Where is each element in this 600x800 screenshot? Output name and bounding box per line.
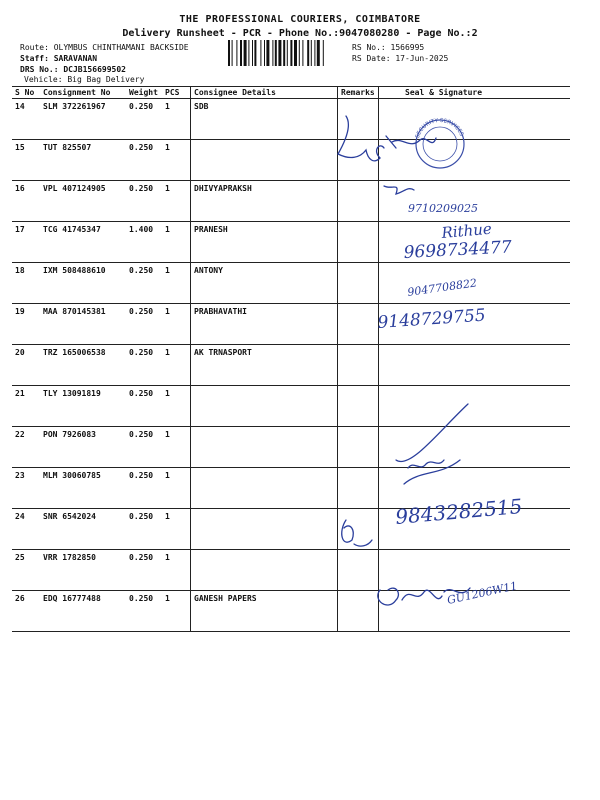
- cell-weight: 0.250: [126, 509, 162, 550]
- cell-weight: 0.250: [126, 386, 162, 427]
- stamp-text: SECURITY SERVICES: [414, 117, 465, 140]
- cell-pcs: 1: [162, 386, 191, 427]
- route-text: Route: OLYMBUS CHINTHAMANI BACKSIDE: [20, 43, 189, 52]
- cell-remarks: [338, 140, 379, 181]
- cell-pcs: 1: [162, 181, 191, 222]
- cell-sno: 26: [12, 591, 40, 632]
- cell-consignment: TLY 13091819: [40, 386, 126, 427]
- drs-number: DRS No.: DCJB156699502: [20, 65, 126, 74]
- cell-pcs: 1: [162, 304, 191, 345]
- handwritten-phone-5: 9843282515: [394, 493, 524, 529]
- cell-pcs: 1: [162, 345, 191, 386]
- cell-consignment: TUT 825507: [40, 140, 126, 181]
- cell-pcs: 1: [162, 140, 191, 181]
- table-row: [12, 591, 570, 632]
- cell-pcs: 1: [162, 99, 191, 140]
- cell-signature: [379, 140, 571, 181]
- runsheet-title: THE PROFESSIONAL COURIERS, COIMBATORE: [179, 14, 421, 25]
- cell-pcs: 1: [162, 427, 191, 468]
- cell-consignment: SLM 372261967: [40, 99, 126, 140]
- table-row: [12, 550, 570, 591]
- cell-consignment: VRR 1782850: [40, 550, 126, 591]
- cell-remarks: [338, 550, 379, 591]
- cell-signature: [379, 219, 571, 263]
- cell-consignee: [191, 427, 338, 468]
- cell-sno: 23: [12, 468, 40, 509]
- cell-consignment: IXM 508488610: [40, 263, 126, 304]
- cell-signature: [379, 181, 571, 222]
- cell-weight: 0.250: [126, 304, 162, 345]
- cell-consignee: PRANESH: [191, 222, 338, 263]
- cell-pcs: 1: [162, 591, 191, 632]
- handwritten-phone-3: 9047708822: [406, 276, 478, 299]
- table-row: [12, 222, 570, 263]
- cell-remarks: [338, 345, 379, 386]
- cell-remarks: [338, 427, 379, 468]
- cell-weight: 0.250: [126, 181, 162, 222]
- cell-signature: [379, 591, 571, 632]
- cell-signature: [379, 99, 571, 140]
- cell-remarks: [338, 468, 379, 509]
- runsheet-subtitle: Delivery Runsheet - PCR - Phone No.:9047080280 - Page No.:2: [122, 28, 478, 39]
- cell-pcs: 1: [162, 222, 191, 263]
- cell-consignment: PON 7926083: [40, 427, 126, 468]
- table-row: [12, 386, 570, 427]
- col-header-remarks: Remarks: [338, 87, 379, 99]
- cell-sno: 14: [12, 99, 40, 140]
- table-row: [12, 468, 570, 509]
- cell-consignee: GANESH PAPERS: [191, 591, 338, 632]
- handwritten-phone-2: 9698734477: [403, 237, 513, 263]
- col-header-signature: Seal & Signature: [379, 87, 571, 99]
- cell-remarks: [338, 304, 379, 345]
- cell-signature: [379, 386, 571, 427]
- cell-signature: [376, 304, 571, 345]
- cell-weight: 0.250: [126, 550, 162, 591]
- cell-consignment: MLM 30060785: [40, 468, 126, 509]
- col-header-consignee: Consignee Details: [191, 87, 338, 99]
- table-header-row: [12, 87, 570, 99]
- cell-consignee: [191, 468, 338, 509]
- table-row: [12, 345, 570, 386]
- cell-consignment: TCG 41745347: [40, 222, 126, 263]
- cell-signature: [379, 468, 571, 509]
- cell-remarks: [338, 99, 379, 140]
- col-header-pcs: PCS: [162, 87, 191, 99]
- cell-signature: [379, 263, 571, 304]
- cell-weight: 0.250: [126, 140, 162, 181]
- cell-sno: 19: [12, 304, 40, 345]
- rs-number: RS No.: 1566995: [352, 43, 425, 52]
- cell-remarks: [338, 591, 379, 632]
- rs-date: RS Date: 17-Jun-2025: [352, 54, 449, 63]
- handwritten-name-1: Rithue: [440, 219, 493, 242]
- cell-consignee: DHIVYAPRAKSH: [191, 181, 338, 222]
- cell-weight: 0.250: [126, 263, 162, 304]
- cell-weight: 0.250: [126, 591, 162, 632]
- table-row: [12, 304, 570, 345]
- table-row: [12, 181, 570, 222]
- col-header-weight: Weight: [126, 87, 162, 99]
- cell-sno: 21: [12, 386, 40, 427]
- handwritten-date-scrawl: GU1206W11: [445, 579, 519, 607]
- cell-sno: 22: [12, 427, 40, 468]
- staff-text: Staff: SARAVANAN: [20, 54, 98, 63]
- cell-pcs: 1: [162, 550, 191, 591]
- cell-remarks: [338, 181, 379, 222]
- table-row: [12, 140, 570, 181]
- table-row: [12, 263, 570, 304]
- barcode-image: [228, 40, 344, 66]
- cell-signature: [379, 345, 571, 386]
- cell-remarks: [338, 263, 379, 304]
- cell-weight: 0.250: [126, 99, 162, 140]
- cell-sno: 25: [12, 550, 40, 591]
- col-header-sno: S No: [12, 87, 40, 99]
- cell-consignment: SNR 6542024: [40, 509, 126, 550]
- cell-weight: 0.250: [126, 345, 162, 386]
- cell-sno: 17: [12, 222, 40, 263]
- cell-signature: [379, 550, 571, 591]
- cell-sno: 20: [12, 345, 40, 386]
- cell-consignment: VPL 407124905: [40, 181, 126, 222]
- table-row: [12, 427, 570, 468]
- handwritten-phone-4: 9148729755: [376, 305, 487, 333]
- table-row: [12, 509, 570, 550]
- cell-pcs: 1: [162, 263, 191, 304]
- handwritten-phone-1: 9710209025: [408, 202, 478, 215]
- vehicle-text: Vehicle: Big Bag Delivery: [24, 75, 145, 84]
- cell-consignment: EDQ 16777488: [40, 591, 126, 632]
- cell-sno: 18: [12, 263, 40, 304]
- col-header-consignment: Consignment No: [40, 87, 126, 99]
- cell-sno: 24: [12, 509, 40, 550]
- cell-consignee: AK TRNASPORT: [191, 345, 338, 386]
- runsheet-table: [12, 86, 570, 632]
- cell-consignee: SDB: [191, 99, 338, 140]
- cell-pcs: 1: [162, 468, 191, 509]
- cell-sno: 16: [12, 181, 40, 222]
- cell-consignee: PRABHAVATHI: [191, 304, 338, 345]
- cell-signature: [379, 509, 571, 550]
- cell-weight: 0.250: [126, 427, 162, 468]
- cell-consignee: [191, 550, 338, 591]
- cell-weight: 1.400: [126, 222, 162, 263]
- cell-consignee: [191, 386, 338, 427]
- cell-consignee: [191, 140, 338, 181]
- cell-consignee: ANTONY: [191, 263, 338, 304]
- cell-sno: 15: [12, 140, 40, 181]
- cell-signature: [379, 427, 571, 468]
- cell-consignment: MAA 870145381: [40, 304, 126, 345]
- table-row: [12, 99, 570, 140]
- cell-pcs: 1: [162, 509, 191, 550]
- cell-remarks: [338, 222, 379, 263]
- cell-remarks: [338, 509, 379, 550]
- cell-remarks: [338, 386, 379, 427]
- cell-consignee: [191, 509, 338, 550]
- cell-weight: 0.250: [126, 468, 162, 509]
- cell-consignment: TRZ 165006538: [40, 345, 126, 386]
